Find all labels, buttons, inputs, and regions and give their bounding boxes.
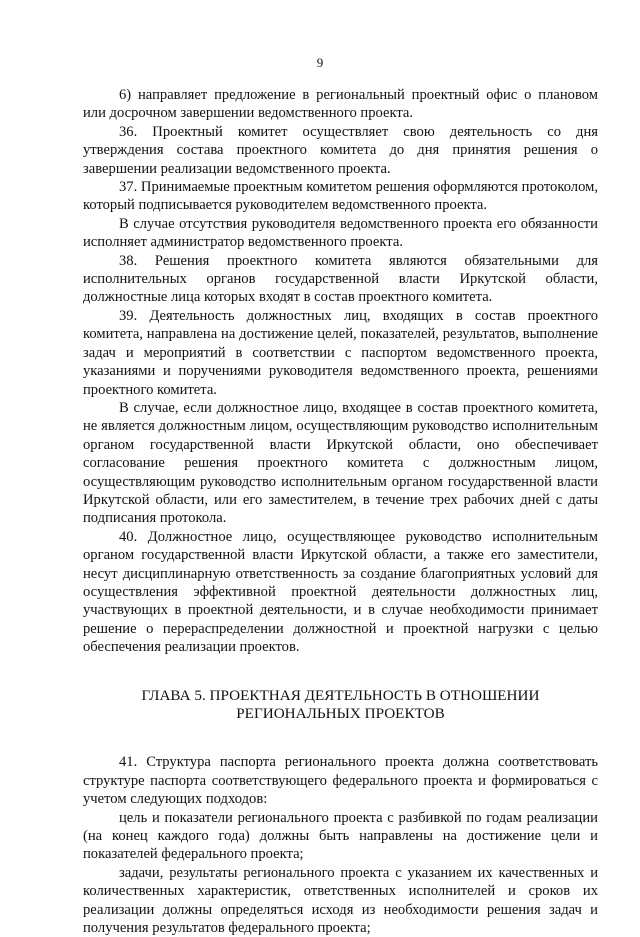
chapter-heading-line2: РЕГИОНАЛЬНЫХ ПРОЕКТОВ <box>236 705 445 722</box>
paragraph: 37. Принимаемые проектным комитетом решения оформляются протоколом, который подписывается руководителем ведомственного проекта. <box>83 179 598 214</box>
paragraph: В случае, если должностное лицо, входящее в состав проектного комитета, не является должностным лицом, осуществляющим руководство исполнительным органом государственной власти Иркутской области, оно обеспечивает согласование решения проектного комитета с должностным лицом, осуществляющим руководство исполнительным органом государственной власти Иркутской области, или его заместителем, в течение трех рабочих дней с даты подписания протокола. <box>83 399 598 527</box>
paragraph: 38. Решения проектного комитета являются обязательными для исполнительных органов государственной власти Иркутской области, должностные лица которых входят в состав проектного комитета. <box>83 252 598 306</box>
page-number: 9 <box>316 55 324 70</box>
paragraph: цель и показатели регионального проекта с разбивкой по годам реализации (на конец каждого года) должны быть направлены на достижение цели и показателей федерального проекта; <box>83 809 598 863</box>
chapter-heading <box>83 687 598 724</box>
paragraph: задачи, результаты регионального проекта с указанием их качественных и количественных характеристик, ответственных исполнителей и сроков их реализации должны определяться исходя из необходимости решения задач и получения результатов федерального проекта; <box>83 864 598 937</box>
paragraph: 41. Структура паспорта регионального проекта должна соответствовать структуре паспорта соответствующего федерального проекта и формироваться с учетом следующих подходов: <box>83 754 598 808</box>
paragraph: В случае отсутствия руководителя ведомственного проекта его обязанности исполняет администратор ведомственного проекта. <box>83 215 598 251</box>
paragraph: 40. Должностное лицо, осуществляющее руководство исполнительным органом государственной власти Иркутской области, а также его заместители, несут дисциплинарную ответственность за создание благоприятных условий для осуществления эффективной проектной деятельности должностных лиц, участвующих в проектной деятельности, и в случае необходимости принимает решение о перераспределении должностной и проектной нагрузки с целью обеспечения реализации проектов. <box>83 528 598 656</box>
paragraph: 6) направляет предложение в региональный проектный офис о плановом или досрочном завершении ведомственного проекта. <box>83 87 598 122</box>
paragraph: 36. Проектный комитет осуществляет свою деятельность со дня утверждения состава проектного комитета до дня принятия решения о завершении реализации ведомственного проекта. <box>83 123 598 177</box>
paragraph: 39. Деятельность должностных лиц, входящих в состав проектного комитета, направлена на достижение целей, показателей, результатов, выполнение задач и мероприятий в соответствии с паспортом ведомственного проекта, указаниями и поручениями руководителя ведомственного проекта, решениями проектного комитета. <box>83 307 598 398</box>
document-body <box>83 86 598 937</box>
chapter-heading-line1: ГЛАВА 5. ПРОЕКТНАЯ ДЕЯТЕЛЬНОСТЬ В ОТНОШЕНИИ <box>141 686 540 704</box>
